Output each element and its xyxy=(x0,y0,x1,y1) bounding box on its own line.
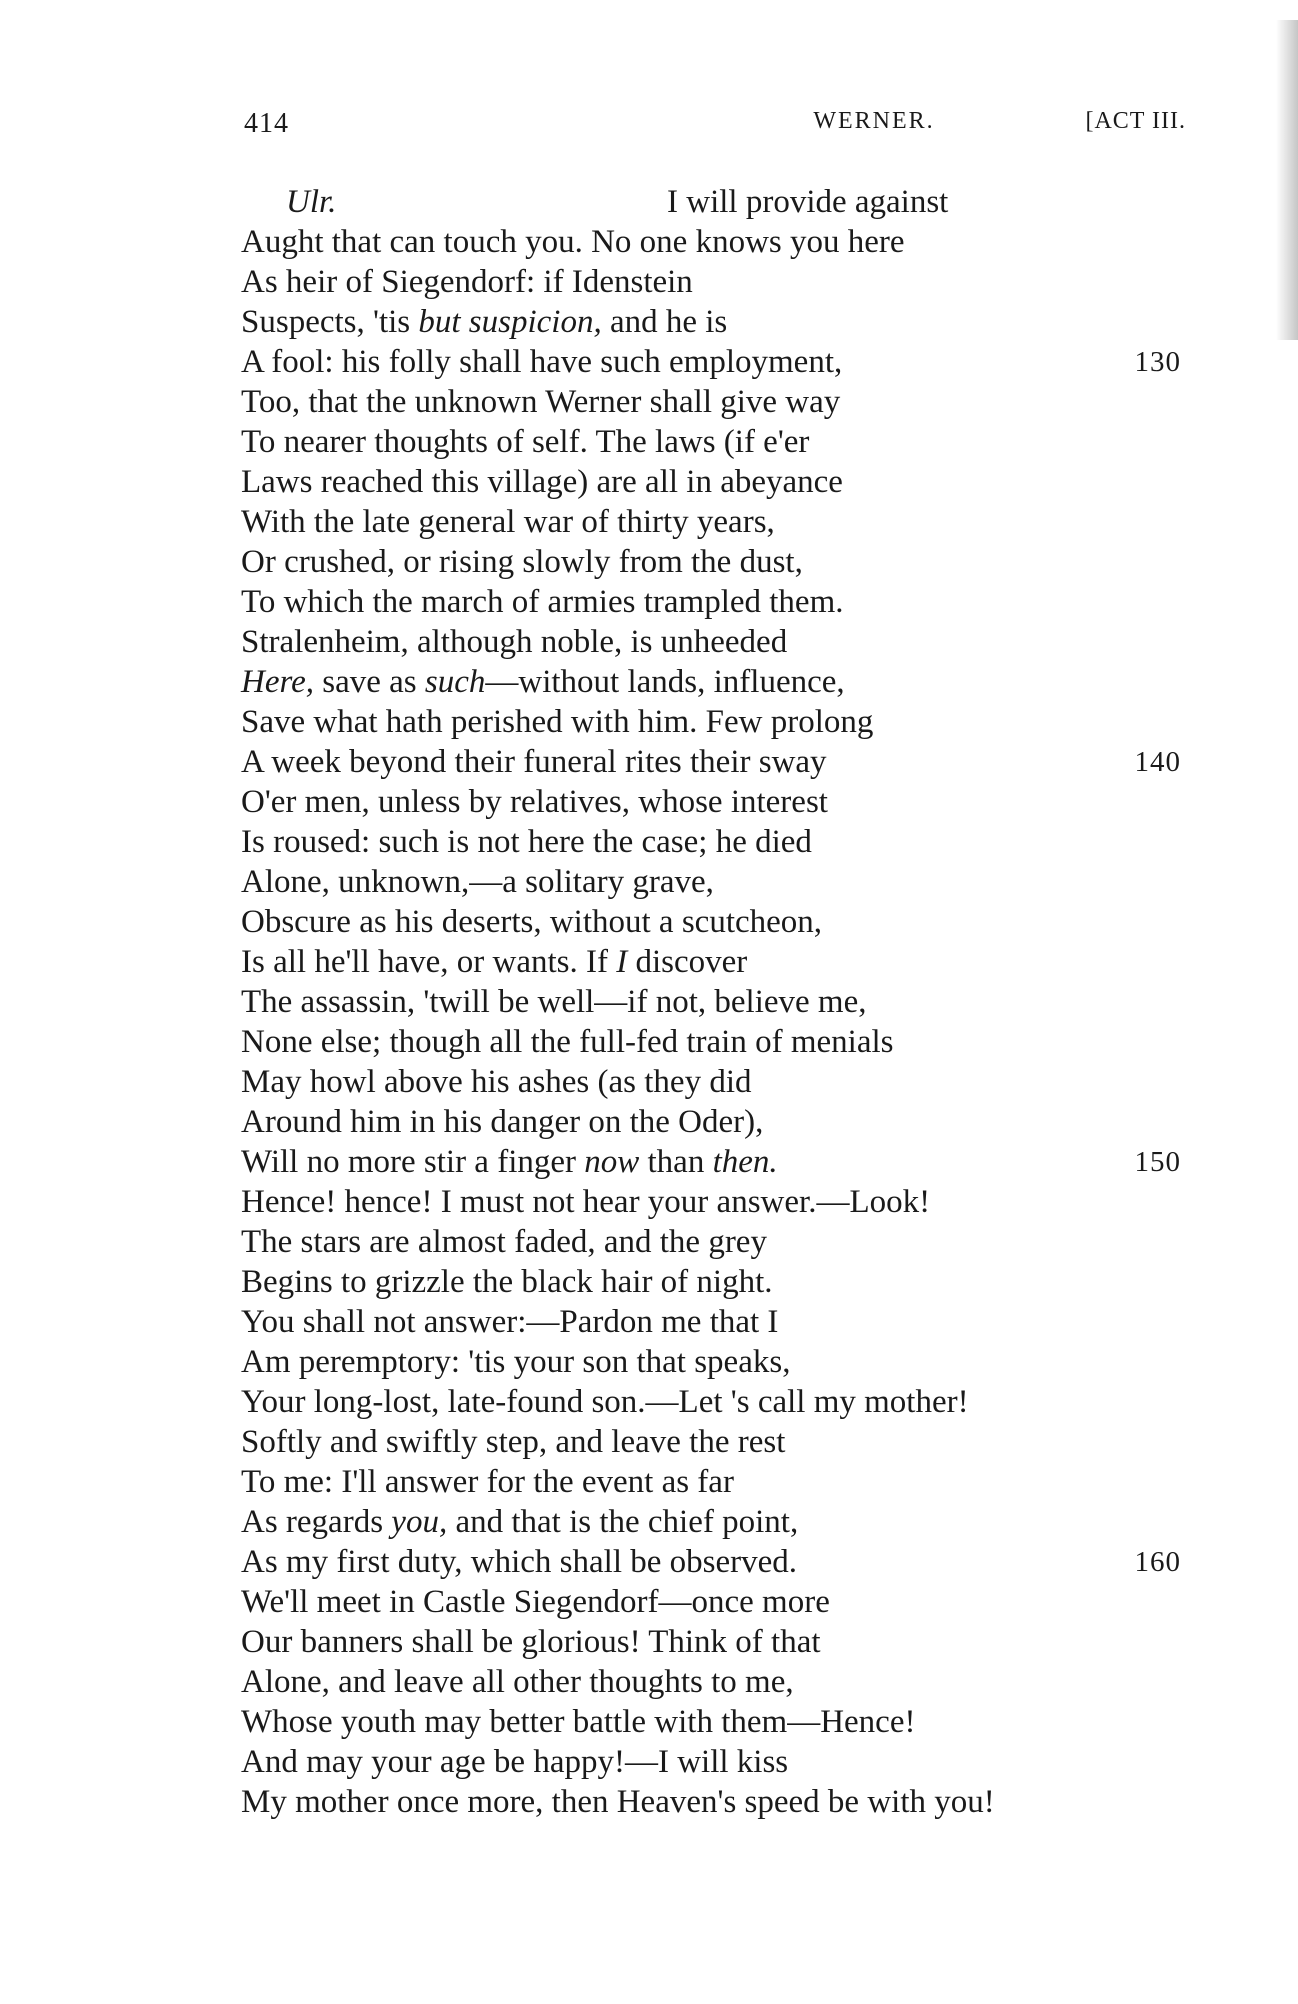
line-number: 150 xyxy=(1134,1146,1181,1178)
italic-emphasis: now xyxy=(584,1144,640,1180)
italic-emphasis: Here, xyxy=(241,664,314,700)
verse-line: As my first duty, which shall be observed. 160 xyxy=(241,1544,1181,1580)
speaker-name: Ulr. xyxy=(286,184,337,220)
line-number: 140 xyxy=(1134,746,1181,778)
verse-line: To nearer thoughts of self. The laws (if e'er xyxy=(241,424,810,460)
italic-emphasis: you, xyxy=(391,1504,448,1540)
italic-emphasis: then. xyxy=(712,1144,778,1180)
running-header xyxy=(244,108,1186,148)
verse-line: Save what hath perished with him. Few prolong xyxy=(241,704,874,740)
verse-line: Stralenheim, although noble, is unheeded xyxy=(241,624,788,660)
verse-line: Obscure as his deserts, without a scutcheon, xyxy=(241,904,823,940)
verse-line: With the late general war of thirty years, xyxy=(241,504,775,540)
verse-line: Aught that can touch you. No one knows you here xyxy=(241,224,905,260)
verse-line: The assassin, 'twill be well—if not, believe me, xyxy=(241,984,867,1020)
italic-emphasis: I xyxy=(616,944,628,980)
line-number: 160 xyxy=(1134,1546,1181,1578)
verse-line: And may your age be happy!—I will kiss xyxy=(241,1744,789,1780)
verse-line: To me: I'll answer for the event as far xyxy=(241,1464,734,1500)
verse-line: Begins to grizzle the black hair of night. xyxy=(241,1264,773,1300)
verse-line: As regards you, and that is the chief point, xyxy=(241,1504,799,1540)
verse-line: Our banners shall be glorious! Think of that xyxy=(241,1624,821,1660)
italic-emphasis: such xyxy=(424,664,486,700)
verse-line: A fool: his folly shall have such employment, 130 xyxy=(241,344,1181,380)
verse-line: None else; though all the full-fed train of menials xyxy=(241,1024,894,1060)
verse-line: Laws reached this village) are all in abeyance xyxy=(241,464,843,500)
verse-line: To which the march of armies trampled them. xyxy=(241,584,844,620)
verse-line: Whose youth may better battle with them—Hence! xyxy=(241,1704,916,1740)
verse-line: Suspects, 'tis but suspicion, and he is xyxy=(241,304,728,340)
verse-line: Or crushed, or rising slowly from the dust, xyxy=(241,544,803,580)
verse-line: Is roused: such is not here the case; he died xyxy=(241,824,812,860)
verse-line: You shall not answer:—Pardon me that I xyxy=(241,1304,779,1340)
verse-line: Too, that the unknown Werner shall give way xyxy=(241,384,841,420)
verse-line: Alone, and leave all other thoughts to me, xyxy=(241,1664,794,1700)
verse-line: The stars are almost faded, and the grey xyxy=(241,1224,767,1260)
verse-line: Is all he'll have, or wants. If I discover xyxy=(241,944,748,980)
page-edge-shadow xyxy=(1276,20,1298,340)
verse-line: May howl above his ashes (as they did xyxy=(241,1064,752,1100)
running-title: WERNER. xyxy=(813,108,935,134)
page-number: 414 xyxy=(244,108,289,139)
verse-line xyxy=(241,182,1181,222)
verse-line: My mother once more, then Heaven's speed be with you! xyxy=(241,1784,995,1820)
verse-line: Here, save as such—without lands, influence, xyxy=(241,664,845,700)
verse-line: Around him in his danger on the Oder), xyxy=(241,1104,764,1140)
italic-emphasis: but suspicion, xyxy=(418,304,602,340)
act-label: [ACT III. xyxy=(1085,108,1186,134)
verse-line: O'er men, unless by relatives, whose interest xyxy=(241,784,828,820)
verse-line: We'll meet in Castle Siegendorf—once more xyxy=(241,1584,830,1620)
verse-line: Am peremptory: 'tis your son that speaks, xyxy=(241,1344,791,1380)
verse-text: I will provide against xyxy=(667,184,949,220)
verse-line: Your long-lost, late-found son.—Let 's call my mother! xyxy=(241,1384,969,1420)
verse-line: Hence! hence! I must not hear your answer.—Look! xyxy=(241,1184,931,1220)
line-number: 130 xyxy=(1134,346,1181,378)
speech-block xyxy=(241,182,1181,1822)
verse-line: Softly and swiftly step, and leave the rest xyxy=(241,1424,786,1460)
verse-line: A week beyond their funeral rites their sway 140 xyxy=(241,744,1181,780)
verse-line: Will no more stir a finger now than then. 150 xyxy=(241,1144,1181,1180)
verse-line: Alone, unknown,—a solitary grave, xyxy=(241,864,714,900)
verse-line: As heir of Siegendorf: if Idenstein xyxy=(241,264,693,300)
